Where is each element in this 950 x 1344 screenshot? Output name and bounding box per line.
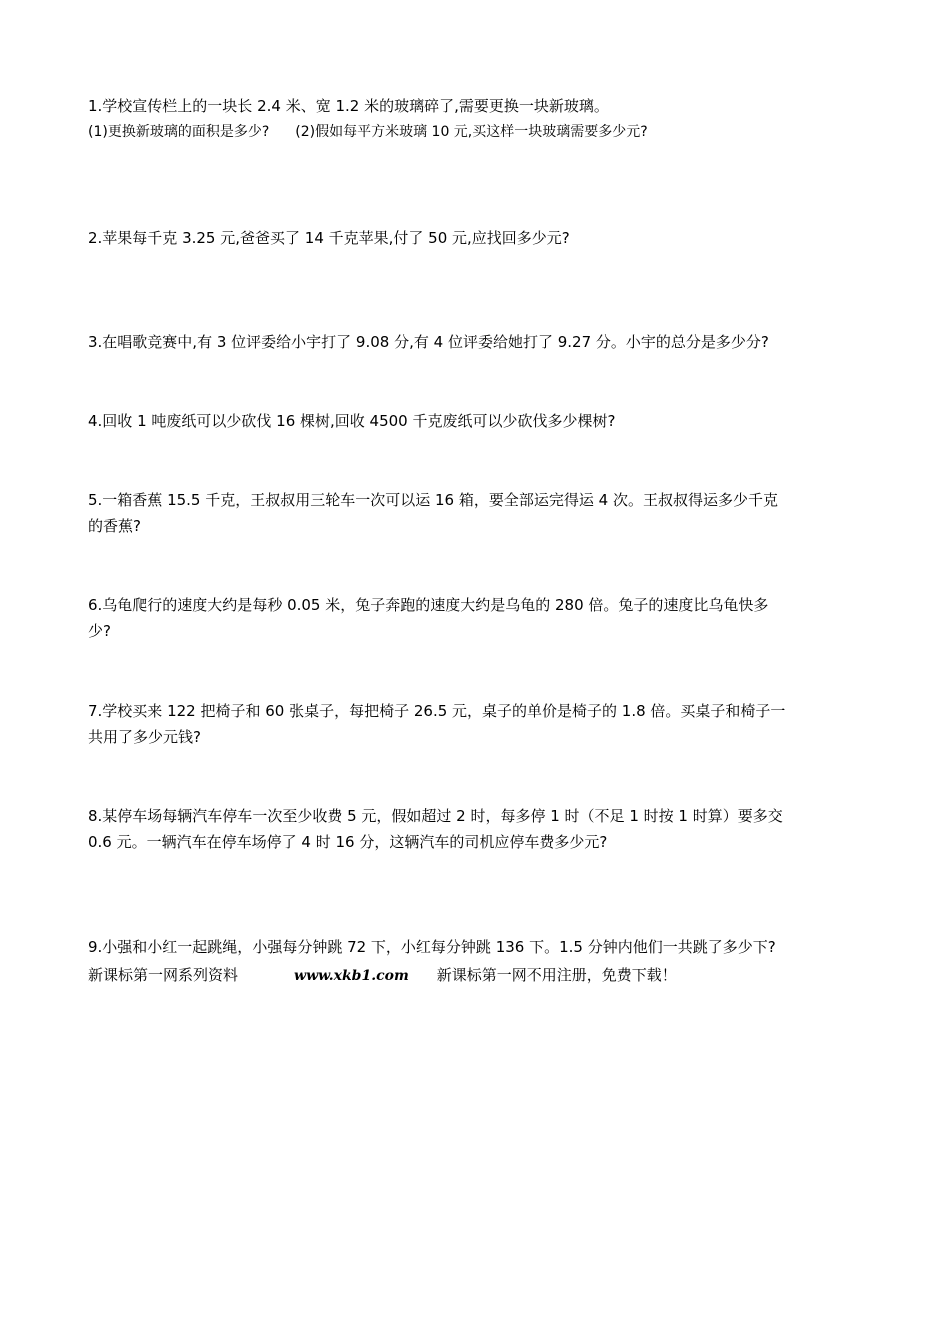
problem-4-line-1: 4.回收 1 吨废纸可以少砍伐 16 棵树,回收 4500 千克废纸可以少砍伐多少棵树? (88, 412, 616, 430)
problem-8-line-2: 0.6 元。一辆汽车在停车场停了 4 时 16 分，这辆汽车的司机应停车费多少元? (88, 833, 608, 851)
problem-1-line-1: 1.学校宣传栏上的一块长 2.4 米、宽 1.2 米的玻璃碎了,需要更换一块新玻璃。 (88, 97, 609, 115)
problem-2-line-1: 2.苹果每千克 3.25 元,爸爸买了 14 千克苹果,付了 50 元,应找回多少元? (88, 229, 570, 247)
problem-9-line-1: 9.小强和小红一起跳绳，小强每分钟跳 72 下，小红每分钟跳 136 下。1.5 分钟内他们一共跳了多少下? (88, 938, 776, 956)
problem-1-subquestions (88, 122, 648, 142)
footer-banner (88, 964, 677, 987)
footer-website-link[interactable]: www.xkb1.com (294, 968, 409, 984)
problem-1-sub-b: (2)假如每平方米玻璃 10 元,买这样一块玻璃需要多少元? (295, 124, 648, 140)
problem-8-line-1: 8.某停车场每辆汽车停车一次至少收费 5 元，假如超过 2 时，每多停 1 时（不足 1 时按 1 时算）要多交 (88, 807, 783, 825)
footer-right-text: 新课标第一网不用注册，免费下载！ (436, 966, 677, 984)
problem-6-line-2: 少? (88, 622, 111, 640)
problem-7-line-2: 共用了多少元钱? (88, 728, 201, 746)
problem-6-line-1: 6.乌龟爬行的速度大约是每秒 0.05 米，兔子奔跑的速度大约是乌龟的 280 倍。兔子的速度比乌龟快多 (88, 596, 769, 614)
problem-5-line-2: 的香蕉? (88, 517, 141, 535)
problem-3-line-1: 3.在唱歌竞赛中,有 3 位评委给小宇打了 9.08 分,有 4 位评委给她打了 9.27 分。小宇的总分是多少分? (88, 333, 769, 351)
problem-5-line-1: 5.一箱香蕉 15.5 千克，王叔叔用三轮车一次可以运 16 箱，要全部运完得运 4 次。王叔叔得运多少千克 (88, 491, 778, 509)
problem-1-sub-a: (1)更换新玻璃的面积是多少? (88, 124, 270, 140)
footer-left-text: 新课标第一网系列资料 (88, 966, 239, 984)
problem-7-line-1: 7.学校买来 122 把椅子和 60 张桌子，每把椅子 26.5 元，桌子的单价是椅子的 1.8 倍。买桌子和椅子一 (88, 702, 786, 720)
